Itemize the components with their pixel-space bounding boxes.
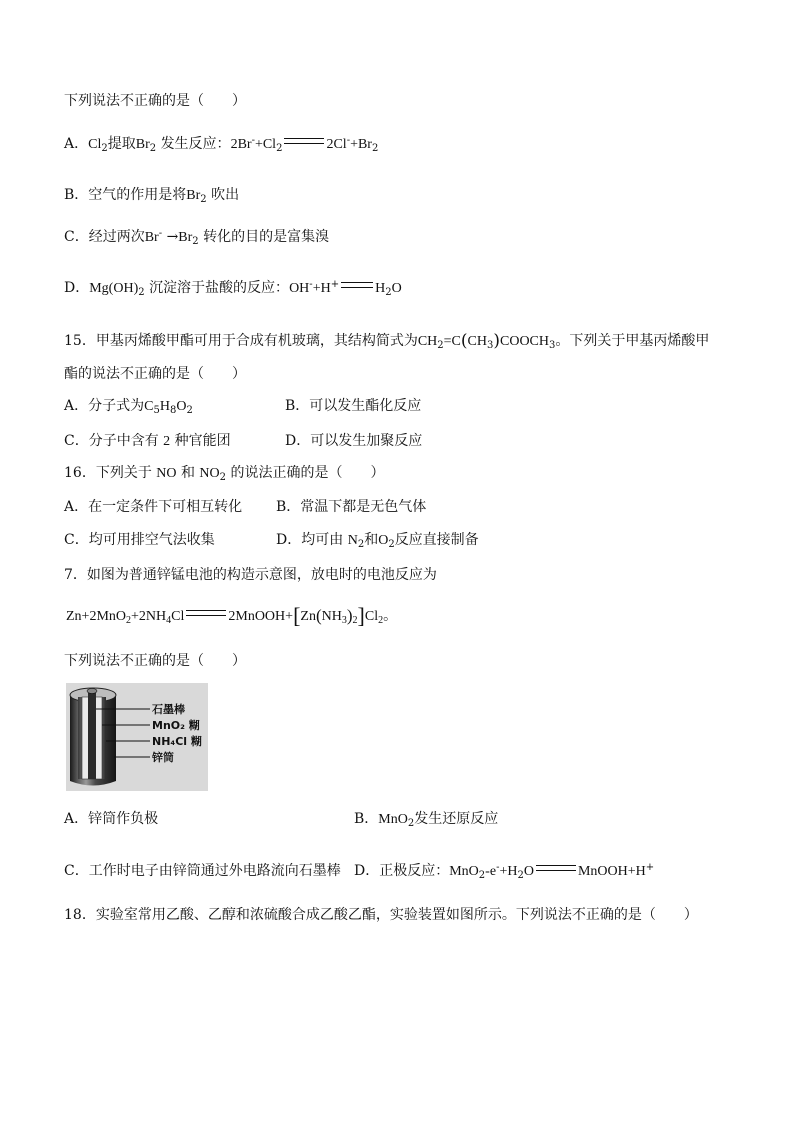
- q14-stem: 下列说法不正确的是（ ）: [64, 93, 246, 109]
- q16-stem: 16．下列关于 NO 和 $NO_2$ 的说法正确的是（ ）: [64, 465, 385, 483]
- q14-option-a[interactable]: A．$Cl_2$提取$Br_2$ 发生反应：$2Br^-+Cl_2$ $2Cl^-+Br_2$: [64, 135, 379, 154]
- label-nh4cl-paste: NH₄Cl 糊: [152, 735, 202, 748]
- q15-stem-line2: 酯的说法不正确的是（ ）: [64, 366, 246, 382]
- q17-option-c[interactable]: C．工作时电子由锌筒通过外电路流向石墨棒: [64, 863, 341, 879]
- q15-option-a[interactable]: A．分子式为$C_5H_8O_2$: [64, 398, 193, 416]
- label-mno2-paste: MnO₂ 糊: [152, 719, 200, 732]
- q17-stem2: 下列说法不正确的是（ ）: [64, 653, 246, 669]
- q15-option-c[interactable]: C．分子中含有 2 种官能团: [64, 433, 231, 449]
- equals-sign-icon: [341, 282, 373, 288]
- arrow-right-icon: →: [166, 229, 179, 245]
- q17-option-d[interactable]: D．正极反应：$MnO_2-e^-+H_2O$ MnOOH+H+: [354, 862, 655, 881]
- rod-cap: [87, 689, 97, 694]
- equals-sign-icon: [536, 865, 576, 871]
- q14-option-b[interactable]: B．空气的作用是将$Br_2$ 吹出: [64, 187, 240, 205]
- q14-option-c[interactable]: C．经过两次$Br^- \to Br_2$ 转化的目的是富集溴: [64, 228, 330, 247]
- graphite-rod: [88, 691, 96, 779]
- battery-diagram: [66, 683, 208, 791]
- equals-sign-icon: [284, 138, 324, 144]
- q15-option-d[interactable]: D．可以发生加聚反应: [285, 433, 423, 449]
- label-zinc-can: 锌筒: [152, 751, 174, 764]
- q16-option-a[interactable]: A．在一定条件下可相互转化: [64, 499, 243, 515]
- label-graphite-rod: 石墨棒: [152, 703, 185, 716]
- equals-sign-icon: [186, 610, 226, 616]
- q17-stem: 7．如图为普通锌锰电池的构造示意图，放电时的电池反应为: [64, 567, 437, 583]
- q15-option-b[interactable]: B．可以发生酯化反应: [285, 398, 422, 414]
- q15-stem-line1: 15．甲基丙烯酸甲酯可用于合成有机玻璃，其结构简式为$CH_2=C(CH_3)COOCH_3$。下列关于甲基丙烯酸甲: [64, 331, 710, 351]
- q14-option-d[interactable]: D．$Mg(OH)_2$ 沉淀溶于盐酸的反应：OH-+H+ $H_2O$: [64, 279, 402, 298]
- q17-reaction-equation: $Zn+2MnO_2+2NH_4Cl$ $2MnOOH+[Zn(NH_3)_2]Cl_2$。: [66, 603, 398, 628]
- q17-option-a[interactable]: A．锌筒作负极: [64, 811, 159, 827]
- q18-stem: 18．实验室常用乙酸、乙醇和浓硫酸合成乙酸乙酯，实验装置如图所示。下列说法不正确的是（ ）: [64, 907, 698, 923]
- q16-option-c[interactable]: C．均可用排空气法收集: [64, 532, 215, 548]
- q17-option-b[interactable]: B．MnO$_2$发生还原反应: [354, 811, 499, 829]
- q16-option-b[interactable]: B．常温下都是无色气体: [276, 499, 427, 515]
- q16-option-d[interactable]: D．均可由 $N_2$和$O_2$反应直接制备: [276, 532, 479, 550]
